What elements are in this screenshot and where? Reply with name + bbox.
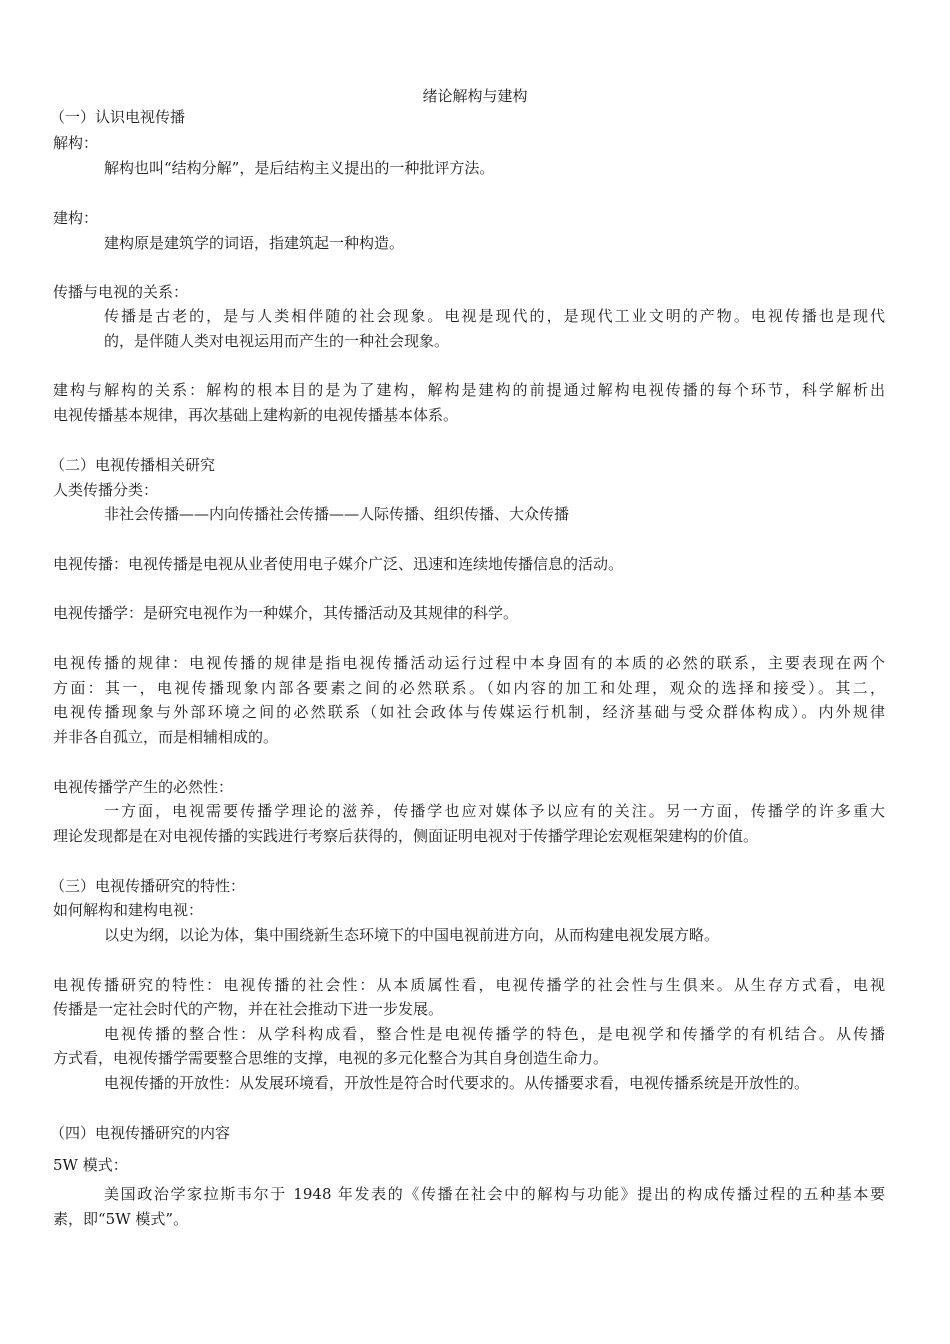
construct-deconstruct-line-1: 建构与解构的关系：解构的根本目的是为了建构，解构是建构的前提通过解构电视传播的每个环节，科学解析出 [53, 381, 885, 399]
necessity-line-2: 理论发现都是在对电视传播的实践进行考察后获得的，侧面证明电视对于传播学理论宏观框架建构的价值。 [53, 827, 759, 845]
social-line-1: 电视传播研究的特性：电视传播的社会性：从本质属性看，电视传播学的社会性与生俱来。从生存方式看，电视 [53, 976, 885, 994]
5w-model-line-2: 素，即“5W 模式”。 [53, 1210, 189, 1228]
5w-model-line-1: 美国政治学家拉斯韦尔于 1948 年发表的《传播在社会中的解构与功能》提出的构成传播过程的五种基本要 [104, 1185, 885, 1203]
law-line-2: 方面：其一，电视传播现象内部各要素之间的必然联系。（如内容的加工和处理，观众的选择和接受）。其二， [53, 679, 885, 697]
how-text: 以史为纲，以论为体，集中围绕新生态环境下的中国电视前进方向，从而构建电视发展方略。 [104, 926, 720, 944]
deconstruction-label: 解构： [53, 134, 99, 152]
how-label: 如何解构和建构电视： [53, 901, 204, 919]
section-heading-2: （二）电视传播相关研究 [50, 456, 216, 474]
social-line-2: 传播是一定社会时代的产物，并在社会推动下进一步发展。 [53, 1000, 444, 1018]
tv-communication-definition: 电视传播：电视传播是电视从业者使用电子媒介广泛、迅速和连续地传播信息的活动。 [53, 555, 624, 573]
relation-label: 传播与电视的关系： [53, 283, 189, 301]
openness-line-1: 电视传播的开放性：从发展环境看，开放性是符合时代要求的。从传播要求看，电视传播系统是开放性的。 [104, 1074, 810, 1092]
law-line-1: 电视传播的规律：电视传播的规律是指电视传播活动运行过程中本身固有的本质的必然的联系，主要表现在两个 [53, 654, 885, 672]
construction-text: 建构原是建筑学的词语，指建筑起一种构造。 [104, 234, 405, 252]
section-heading-3: （三）电视传播研究的特性： [50, 877, 246, 895]
construct-deconstruct-line-2: 电视传播基本规律，再次基础上建构新的电视传播基本体系。 [53, 406, 459, 424]
document-title: 绪论解构与建构 [422, 87, 528, 105]
section-heading-4: （四）电视传播研究的内容 [50, 1124, 231, 1142]
integration-line-1: 电视传播的整合性：从学科构成看，整合性是电视传播学的特色，是电视学和传播学的有机结合。从传播 [104, 1025, 885, 1043]
5w-model-label: 5W 模式： [53, 1156, 128, 1174]
relation-text-line-2: 的，是伴随人类对电视运用而产生的一种社会现象。 [104, 332, 450, 350]
relation-text-line-1: 传播是古老的，是与人类相伴随的社会现象。电视是现代的，是现代工业文明的产物。电视传播也是现代 [104, 307, 885, 325]
necessity-label: 电视传播学产生的必然性： [53, 778, 234, 796]
tv-communication-study-definition: 电视传播学：是研究电视作为一种媒介，其传播活动及其规律的科学。 [53, 604, 519, 622]
necessity-line-1: 一方面，电视需要传播学理论的滋养，传播学也应对媒体予以应有的关注。另一方面，传播学的许多重大 [104, 802, 885, 820]
classification-text: 非社会传播——内向传播社会传播——人际传播、组织传播、大众传播 [104, 505, 570, 523]
construction-label: 建构： [53, 209, 99, 227]
integration-line-2: 方式看，电视传播学需要整合思维的支撑，电视的多元化整合为其自身创造生命力。 [53, 1049, 609, 1067]
law-line-3: 电视传播现象与外部环境之间的必然联系（如社会政体与传媒运行机制，经济基础与受众群体构成）。内外规律 [53, 703, 885, 721]
section-heading-1: （一）认识电视传播 [50, 108, 186, 126]
deconstruction-text: 解构也叫“结构分解”，是后结构主义提出的一种批评方法。 [104, 159, 495, 177]
classification-label: 人类传播分类： [53, 481, 159, 499]
law-line-4: 并非各自孤立，而是相辅相成的。 [53, 728, 279, 746]
